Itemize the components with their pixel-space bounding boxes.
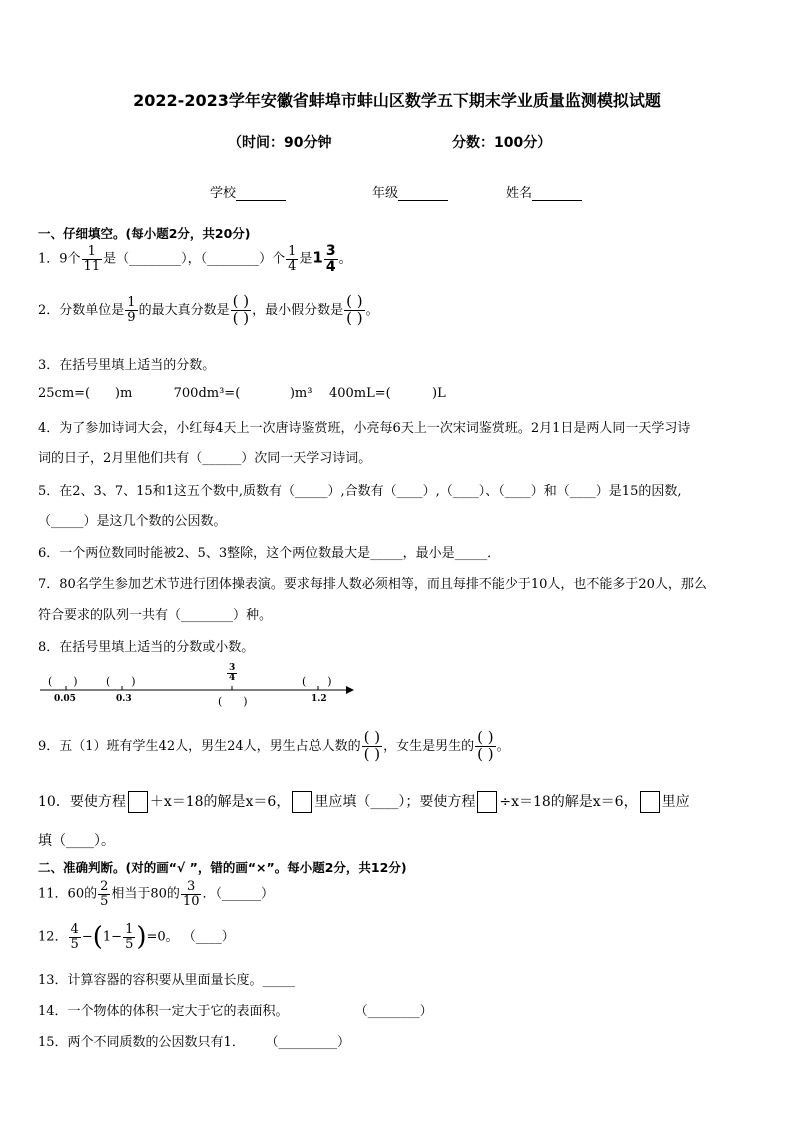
- name-label: 姓名: [506, 186, 533, 201]
- numberline-label-1.2: 1.2: [311, 694, 327, 704]
- numberline-label-0.05: 0.05: [54, 694, 76, 704]
- section-1-heading: 一、仔细填空。(每小题2分，共20分): [38, 226, 251, 241]
- page-title: 2022-2023学年安徽省蚌埠市蚌山区数学五下期末学业质量监测模拟试题: [133, 91, 661, 110]
- numberline-blank-1[interactable]: ( ): [48, 675, 78, 688]
- school-blank[interactable]: [236, 200, 286, 201]
- question-3-items[interactable]: 25cm=( )m 700dm³=( )m³ 400mL=( )L: [38, 386, 446, 401]
- question-7-line-2[interactable]: 符合要求的队列一共有（________）种。: [38, 608, 273, 623]
- fraction-2-5: $\frac{2}{5}$: [100, 879, 109, 909]
- question-1: 1．9个 $\frac{1}{11}$ 是（________），（________）个 $\frac{1}{4}$ 是1 $\frac{3}{4}$ 。: [38, 243, 352, 275]
- question-5-line-2[interactable]: （_____）是这几个数的公因数。: [38, 514, 227, 529]
- numberline-top-fraction: $\frac{3}{4}$: [229, 663, 236, 684]
- question-9: 9．五（1）班有学生42人，男生24人，男生占总人数的 $\frac{( )}{( )}$ ，女生是男生的 $\frac{( )}{( )}$ 。: [38, 728, 510, 763]
- mixed-whole: 1: [312, 248, 323, 267]
- name-blank[interactable]: [532, 200, 582, 201]
- answer-fraction-blank[interactable]: $\frac{( )}{( )}$: [363, 728, 381, 763]
- subtitle-time: （时间：90分钟: [228, 135, 332, 151]
- grade-field[interactable]: [372, 182, 448, 201]
- question-12: 12． $\frac{4}{5}$ −(1− $\frac{1}{5}$ )=0。 （____）: [38, 921, 235, 952]
- question-10-line-2[interactable]: 填（____）。: [38, 833, 115, 849]
- question-7-line-1: 7．80名学生参加艺术节进行团体操表演。要求每排人数必须相等，而且每排不能少于10人，也不能多于20人，那么: [38, 577, 707, 592]
- question-4-line-2[interactable]: 词的日子，2月里他们共有（______）次同一天学习诗词。: [38, 451, 372, 466]
- number-line: [40, 664, 360, 714]
- question-8: 8．在括号里填上适当的分数或小数。: [38, 640, 255, 655]
- numberline-label-0.3: 0.3: [116, 694, 132, 704]
- fraction-1-4: $\frac{1}{4}$: [288, 244, 297, 274]
- question-6[interactable]: 6．一个两位数同时能被2、5、3整除，这个两位数最大是_____，最小是_____．: [38, 546, 501, 561]
- question-10: 10．要使方程 ＋x＝18的解是x＝6， 里应填（____）；要使方程 ÷x＝18的解是x＝6， 里应: [38, 791, 690, 813]
- numberline-blank-2[interactable]: ( ): [106, 675, 136, 688]
- answer-fraction-blank[interactable]: $\frac{( )}{( )}$: [232, 292, 250, 327]
- question-11: 11．60的 $\frac{2}{5}$ 相当于80的 $\frac{3}{10}$ ．（______）: [38, 879, 274, 909]
- fraction-1-5: $\frac{1}{5}$: [125, 921, 134, 952]
- question-15[interactable]: 15．两个不同质数的公因数只有1． （_________）: [38, 1035, 350, 1050]
- fraction-1-11: $\frac{1}{11}$: [83, 244, 101, 274]
- question-4-line-1: 4．为了参加诗词大会，小红每4天上一次唐诗鉴赏班，小亮每6天上一次宋词鉴赏班。2月1日是两人同一天学习诗: [38, 421, 691, 436]
- blank-box[interactable]: [128, 791, 148, 813]
- fraction-1-9: $\frac{1}{9}$: [127, 295, 136, 325]
- question-14[interactable]: 14．一个物体的体积一定大于它的表面积。 （________）: [38, 1004, 433, 1019]
- school-field[interactable]: [210, 182, 286, 201]
- mixed-fraction: $\frac{3}{4}$: [325, 243, 336, 275]
- question-3: 3．在括号里填上适当的分数。: [38, 358, 216, 373]
- question-5-line-1[interactable]: 5．在2、3、7、15和1这五个数中,质数有（_____）,合数有（____）,（____）、（____）和（____）是15的因数,: [38, 484, 682, 499]
- section-2-heading: 二、准确判断。(对的画“√ ”，错的画“×”。每小题2分，共12分): [38, 860, 407, 875]
- question-2: 2．分数单位是 $\frac{1}{9}$ 的最大真分数是 $\frac{( )}{( )}$ ，最小假分数是 $\frac{( )}{( )}$ 。: [38, 292, 379, 327]
- blank-box[interactable]: [477, 791, 497, 813]
- numberline-blank-4[interactable]: ( ): [302, 675, 332, 688]
- blank-box[interactable]: [292, 791, 312, 813]
- school-label: 学校: [210, 186, 237, 201]
- number-line-arrow: [346, 686, 354, 694]
- numberline-blank-3[interactable]: ( ): [218, 695, 248, 708]
- subtitle-score: 分数：100分）: [452, 135, 552, 151]
- answer-fraction-blank[interactable]: $\frac{( )}{( )}$: [477, 728, 494, 763]
- answer-fraction-blank[interactable]: $\frac{( )}{( )}$: [346, 292, 363, 327]
- grade-label: 年级: [372, 186, 399, 201]
- fraction-4-5: $\frac{4}{5}$: [70, 921, 79, 952]
- blank-box[interactable]: [640, 791, 660, 813]
- grade-blank[interactable]: [398, 200, 448, 201]
- fraction-3-10: $\frac{3}{10}$: [182, 879, 200, 909]
- question-13[interactable]: 13．计算容器的容积要从里面量长度。_____: [38, 973, 296, 988]
- name-field[interactable]: [506, 182, 582, 201]
